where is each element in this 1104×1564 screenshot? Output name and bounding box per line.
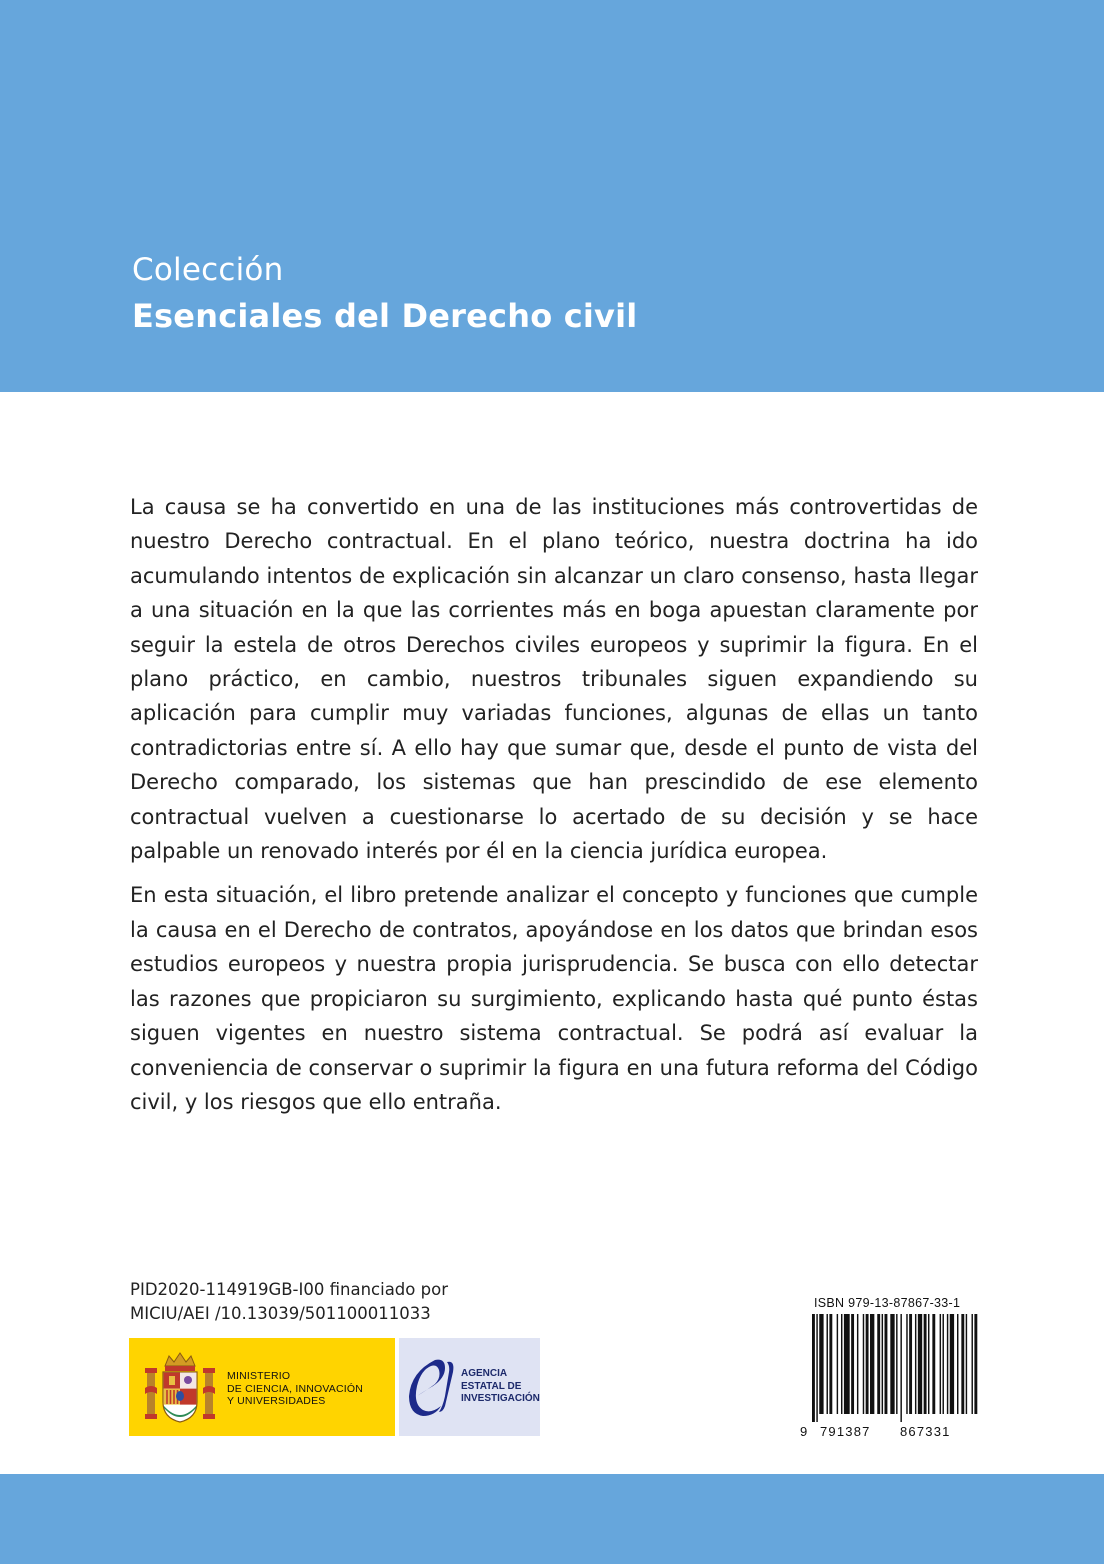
- ministry-line-3: Y UNIVERSIDADES: [227, 1395, 326, 1407]
- paragraph-2: En esta situación, el libro pretende analizar el concepto y funciones que cumple la causa en el Derecho de contratos, apoyándose en los datos que brindan esos estudios europeos y nuestra propia jurisprudencia. Se busca con ello detectar las razones que propiciaron su surgimiento, explicando hasta qué punto éstas siguen vigentes en nuestro sistema contractual. Se podrá así evaluar la conveniencia de conservar o suprimir la figura en una futura reforma del Código civil, y los riesgos que ello entraña.: [130, 883, 978, 1114]
- barcode-bar: [924, 1314, 927, 1414]
- header-band: [0, 0, 1104, 392]
- barcode-bar: [841, 1314, 842, 1414]
- funding-line-2: MICIU/AEI /10.13039/501100011033: [130, 1304, 431, 1323]
- agency-line-3: INVESTIGACIÓN: [461, 1393, 540, 1404]
- ministry-logo: [129, 1338, 395, 1436]
- isbn-label: ISBN 979-13-87867-33-1: [814, 1296, 961, 1310]
- barcode-bar: [851, 1314, 854, 1414]
- barcode-bar: [947, 1314, 948, 1414]
- barcode-bar: [816, 1314, 817, 1422]
- barcode-bar: [928, 1314, 929, 1414]
- barcode-bar: [857, 1314, 858, 1414]
- barcode-bar: [915, 1314, 916, 1414]
- barcode-bar: [882, 1314, 883, 1414]
- barcode-bar: [829, 1314, 832, 1414]
- barcode-bar: [966, 1314, 967, 1414]
- barcode-bar: [943, 1314, 944, 1414]
- collection-label: Colección: [132, 252, 284, 288]
- barcode-digits-left: 791387: [820, 1424, 871, 1439]
- barcode-bar: [972, 1314, 973, 1414]
- barcode-bar: [909, 1314, 912, 1414]
- barcode-digit-first: 9: [800, 1424, 809, 1439]
- footer-band: [0, 1474, 1104, 1564]
- collection-title: Esenciales del Derecho civil: [132, 297, 638, 335]
- funding-note: [130, 1278, 550, 1326]
- barcode-bar: [819, 1314, 823, 1414]
- barcode-bar: [950, 1314, 954, 1414]
- funder-logos: [129, 1338, 540, 1436]
- barcode-bar: [906, 1314, 907, 1414]
- barcode-bar: [957, 1314, 958, 1414]
- barcode-bar: [877, 1314, 880, 1414]
- barcode-digits-right: 867331: [900, 1424, 951, 1439]
- agency-line-2: ESTATAL DE: [461, 1380, 522, 1392]
- barcode-bar: [885, 1314, 888, 1414]
- barcode-bar: [827, 1314, 828, 1414]
- agency-logo: [395, 1338, 540, 1436]
- barcode-bar: [837, 1314, 838, 1414]
- ministry-line-2: DE CIENCIA, INNOVACIÓN: [227, 1382, 364, 1395]
- barcode-bar: [940, 1314, 941, 1414]
- ministry-line-1: MINISTERIO: [227, 1370, 291, 1382]
- barcode-bar: [896, 1314, 897, 1414]
- ministry-name: [227, 1370, 363, 1408]
- barcode-bar: [870, 1314, 874, 1414]
- barcode-bar: [812, 1314, 815, 1422]
- barcode-bar: [932, 1314, 935, 1414]
- spain-coat-of-arms-icon: [143, 1350, 217, 1426]
- barcode-bar: [863, 1314, 864, 1414]
- back-cover-blurb: [130, 490, 978, 1129]
- barcode-bar: [900, 1314, 901, 1422]
- agency-line-1: AGENCIA: [461, 1368, 508, 1379]
- barcode-bar: [974, 1314, 977, 1414]
- barcode-bar: [844, 1314, 850, 1414]
- barcode-bar: [961, 1314, 964, 1414]
- aei-mark-icon: [405, 1356, 459, 1418]
- barcode-bar: [866, 1314, 869, 1414]
- isbn-barcode: [800, 1296, 978, 1442]
- barcode-bar: [890, 1314, 894, 1414]
- barcode-bar: [918, 1314, 922, 1414]
- barcode-bars: [800, 1314, 978, 1424]
- agency-name: [461, 1368, 540, 1406]
- paragraph-1: La causa se ha convertido en una de las instituciones más controvertidas de nuestro Derecho contractual. En el plano teórico, nuestra doctrina ha ido acumulando intentos de explicación sin alcanzar un claro consenso, hasta llegar a una situación en la que las corrientes más en boga apuestan claramente por seguir la estela de otros Derechos civiles europeos y suprimir la figura. En el plano práctico, en cambio, nuestros tribunales siguen expandiendo su aplicación para cumplir muy variadas funciones, algunas de ellas un tanto contradictorias entre sí. A ello hay que sumar que, desde el punto de vista del Derecho comparado, los sistemas que han prescindido de ese elemento contractual vuelven a cuestionarse lo acertado de su decisión y se hace palpable un renovado interés por él en la ciencia jurídica europea.: [130, 495, 978, 864]
- funding-line-1: PID2020-114919GB-I00 financiado por: [130, 1280, 448, 1299]
